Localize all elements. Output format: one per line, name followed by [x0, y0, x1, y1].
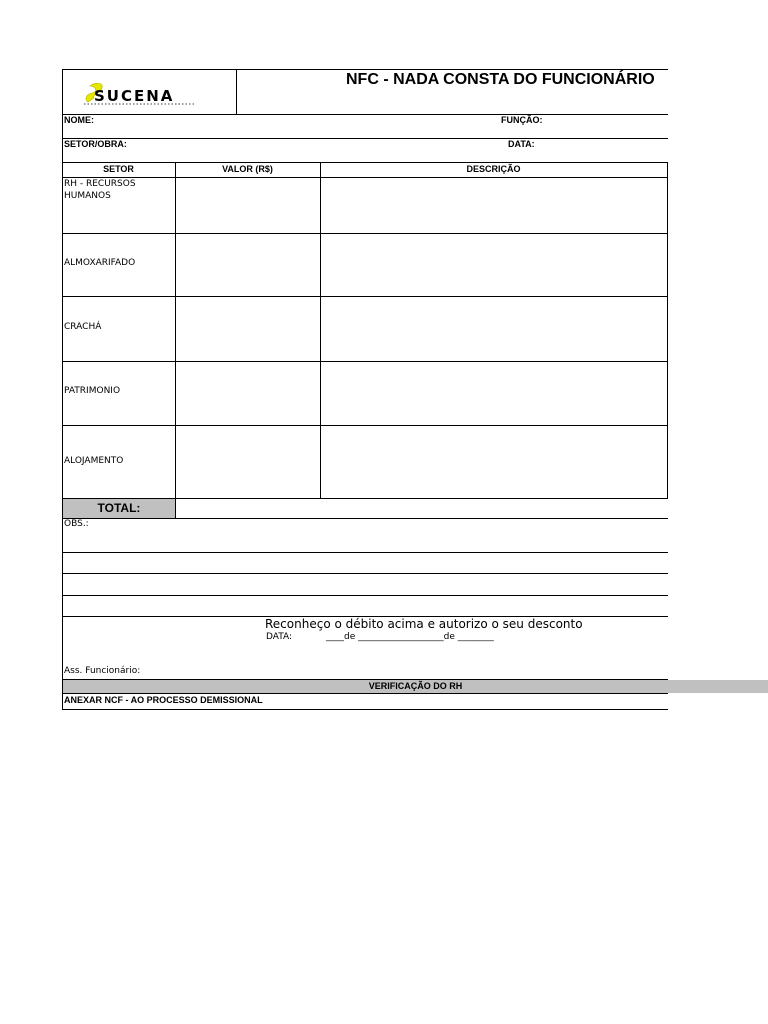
setor-obra-label: SETOR/OBRA:: [64, 139, 127, 149]
col-header-setor: SETOR: [103, 164, 134, 174]
table-row-setor: CRACHÁ: [64, 322, 102, 332]
table-row-setor: ALOJAMENTO: [64, 456, 124, 466]
table-row-setor: PATRIMONIO: [64, 386, 121, 396]
declaration-text: Reconheço o débito acima e autorizo o seu desconto: [265, 617, 583, 631]
table-row-setor: RH - RECURSOS HUMANOS: [64, 179, 136, 201]
data-label: DATA:: [508, 139, 535, 149]
col-header-descricao: DESCRIÇÃO: [466, 164, 521, 174]
table-row-setor: ALMOXARIFADO: [64, 258, 136, 268]
logo-brand-text: SUCENA: [94, 87, 175, 105]
nome-label: NOME:: [64, 115, 94, 125]
verification-bar: VERIFICAÇÃO DO RH: [63, 680, 768, 693]
total-label: TOTAL:: [63, 499, 175, 518]
obs-label: OBS.:: [64, 519, 89, 529]
document-title: NFC - NADA CONSTA DO FUNCIONÁRIO: [346, 71, 655, 88]
company-logo: [76, 78, 200, 108]
funcao-label: FUNÇÃO:: [501, 115, 543, 125]
declaration-date-line: ____de ___________________de ________: [326, 632, 494, 642]
footer-note: ANEXAR NCF - AO PROCESSO DEMISSIONAL: [64, 695, 263, 705]
signature-label: Ass. Funcionário:: [64, 666, 141, 676]
declaration-date-label: DATA:: [266, 632, 293, 642]
col-header-valor: VALOR (R$): [222, 164, 273, 174]
